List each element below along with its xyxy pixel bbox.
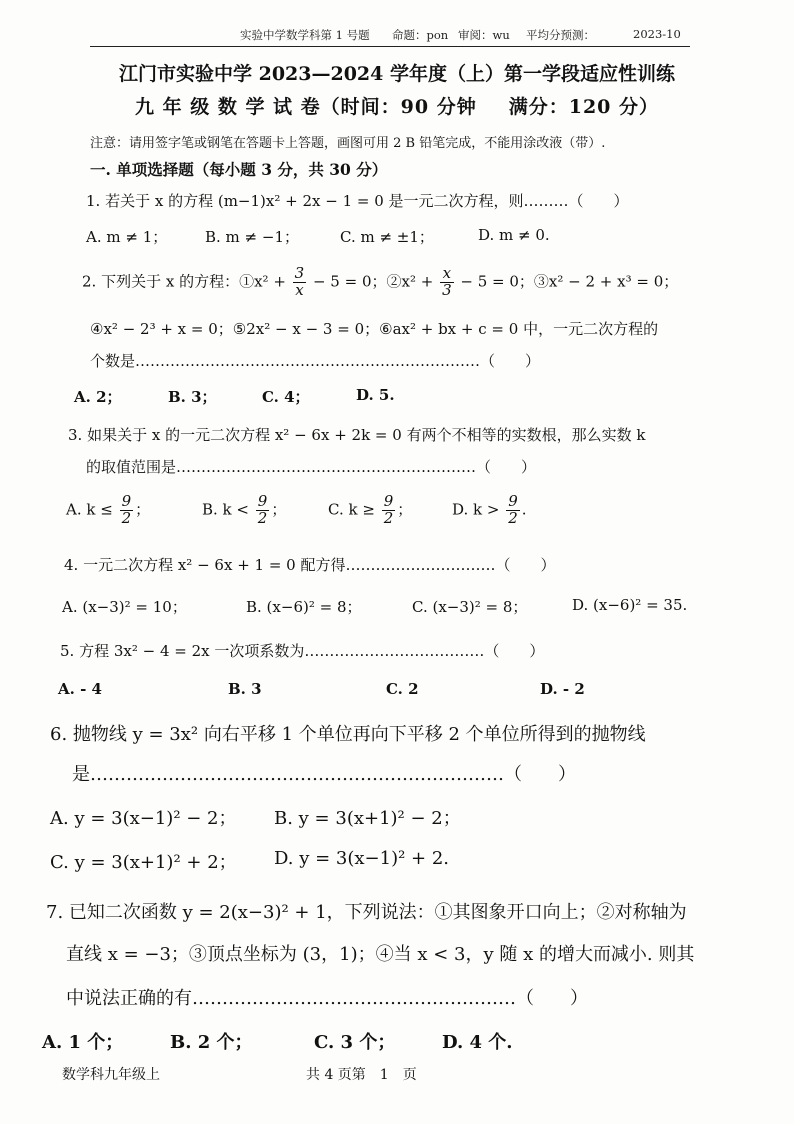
q3-option-d: D. k > $\frac{9}{2}$ . [452,492,527,527]
q3-option-c: C. k ≥ $\frac{9}{2}$ ； [328,492,413,527]
q5-stem: 5. 方程 3x² − 4 = 2x 一次项系数为………………………………（ ） [60,642,545,660]
q7-option-d: D. 4 个. [442,1032,513,1053]
q6-line-1: 6. 抛物线 y = 3x² 向右平移 1 个单位再向下平移 2 个单位所得到的抛物线 [50,724,646,745]
q2-option-d: D. 5. [356,386,395,404]
q5-option-a: A. - 4 [58,680,102,698]
q5-option-b: B. 3 [228,680,262,698]
header-reviewer: 审阅：wu [458,28,510,42]
q6-line-2: 是……………………………………………………………（ ） [72,764,576,785]
q7-line-3: 中说法正确的有………………………………………………（ ） [66,988,588,1009]
q2-line-2: ④x² − 2³ + x = 0；⑤2x² − x − 3 = 0；⑥ax² + bx + c = 0 中，一元二次方程的 [90,320,659,338]
header-author: 命题：pon [392,28,449,42]
q1-option-c: C. m ≠ ±1； [340,228,434,246]
q2-option-b: B. 3； [168,388,217,406]
q3-line-1: 3. 如果关于 x 的一元二次方程 x² − 6x + 2k = 0 有两个不相等的实数根，那么实数 k [68,426,646,444]
q4-option-c: C. (x−3)² = 8； [412,598,528,616]
header-average-label: 平均分预测： [526,28,595,42]
q4-option-d: D. (x−6)² = 35. [572,596,688,614]
q3-line-2: 的取值范围是……………………………………………………（ ） [86,458,537,476]
header-divider [90,46,690,47]
q1-option-d: D. m ≠ 0. [478,226,550,244]
exam-time: 九 年 级 数 学 试 卷（时间：90 分钟 [134,96,477,118]
q7-line-2: 直线 x = −3；③顶点坐标为 (3，1)；④当 x < 3，y 随 x 的增大而减小. 则其 [66,944,695,965]
q1-option-a: A. m ≠ 1； [86,228,168,246]
q4-stem: 4. 一元二次方程 x² − 6x + 1 = 0 配方得…………………………（ ） [64,556,556,574]
q1-stem: 1. 若关于 x 的方程 (m−1)x² + 2x − 1 = 0 是一元二次方程，则………（ ） [86,192,629,210]
q2-fraction-2: $\frac{x}{3}$ [442,264,452,299]
q2-stem [82,266,678,299]
footer-page-number: 共 4 页第 1 页 [306,1067,417,1083]
q4-option-a: A. (x−3)² = 10； [62,598,187,616]
exam-full-score: 满分：120 分） [508,96,660,118]
q2-stem-part-c: − 5 = 0；③x² − 2 + x³ = 0； [455,272,679,291]
q1-option-b: B. m ≠ −1； [205,228,299,246]
q2-stem-part-a: 2. 下列关于 x 的方程：①x² + [82,272,291,291]
q5-option-d: D. - 2 [540,680,585,698]
q7-option-a: A. 1 个； [42,1032,124,1053]
q2-fraction-1: $\frac{3}{x}$ [294,264,305,299]
q5-option-c: C. 2 [386,680,419,698]
section-heading: 一. 单项选择题（每小题 3 分，共 30 分） [90,160,388,179]
exam-title: 江门市实验中学 2023—2024 学年度（上）第一学段适应性训练 [119,63,675,85]
exam-subtitle [0,92,794,119]
header-subject: 实验中学数学科第 1 号题 [240,28,370,42]
footer-subject: 数学科九年级上 [62,1067,160,1083]
q6-option-d: D. y = 3(x−1)² + 2. [274,848,450,869]
q7-option-c: C. 3 个； [314,1032,396,1053]
q7-line-1: 7. 已知二次函数 y = 2(x−3)² + 1，下列说法：①其图象开口向上；②对称轴为 [46,902,687,923]
q2-line-3: 个数是……………………………………………………………（ ） [90,352,541,370]
q6-option-a: A. y = 3(x−1)² − 2； [50,808,237,829]
q7-option-b: B. 2 个； [170,1032,253,1053]
q2-option-c: C. 4； [262,388,310,406]
q6-option-c: C. y = 3(x+1)² + 2； [50,852,237,873]
notice: 注意：请用签字笔或钢笔在答题卡上答题，画图可用 2 B 铅笔完成，不能用涂改液（带）. [90,136,606,151]
q6-option-b: B. y = 3(x+1)² − 2； [274,808,461,829]
q3-option-b: B. k < $\frac{9}{2}$ ； [202,492,287,527]
q4-option-b: B. (x−6)² = 8； [246,598,362,616]
q3-option-a: A. k ≤ $\frac{9}{2}$ ； [66,492,151,527]
header-date: 2023-10 [633,27,681,41]
q2-option-a: A. 2； [74,388,122,406]
q2-stem-part-b: − 5 = 0；②x² + [308,272,439,291]
